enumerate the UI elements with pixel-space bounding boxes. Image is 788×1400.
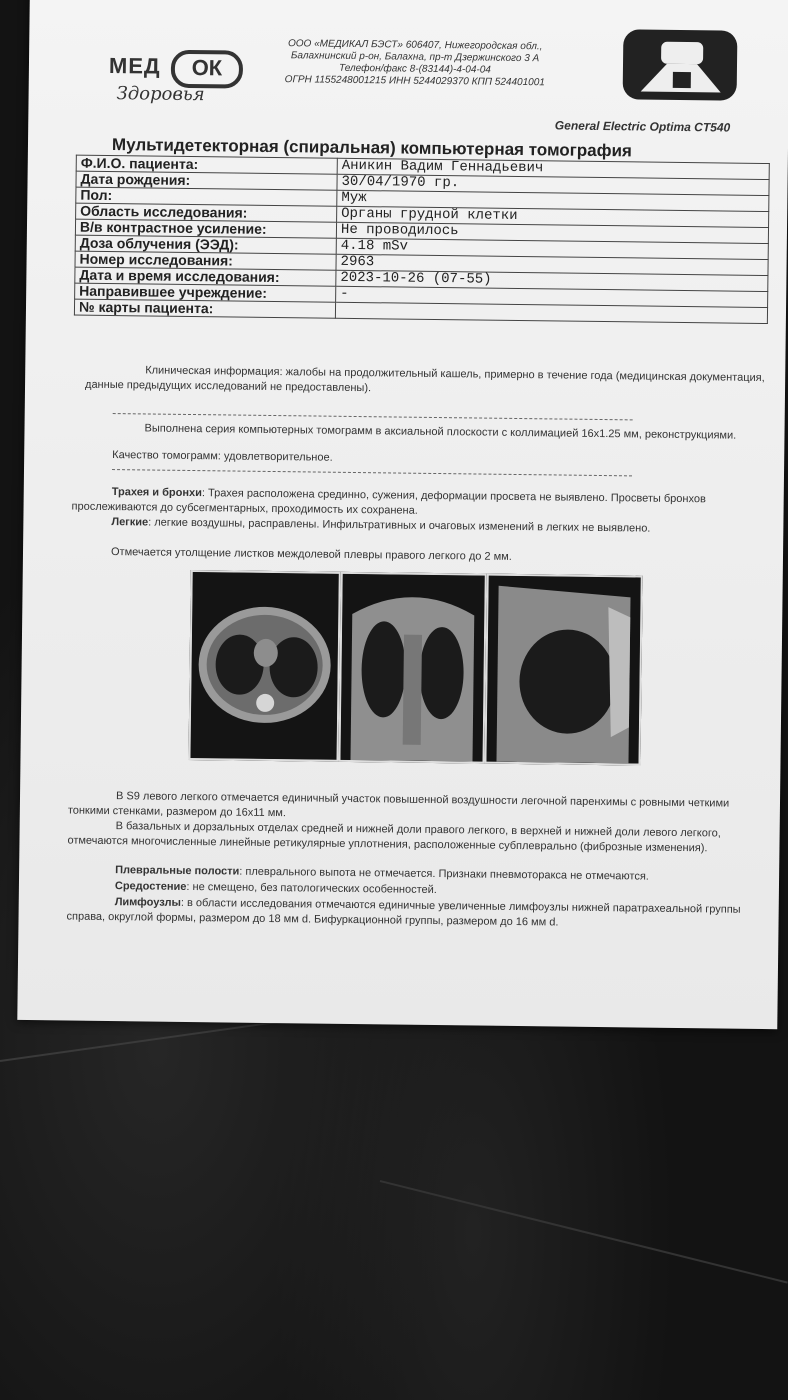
lungs-text: : легкие воздушны, расправлены. Инфильтративных и очаговых изменений в легких не выявлено. — [148, 516, 651, 535]
patient-info-label: Дата и время исследования: — [75, 267, 336, 286]
patient-info-value: 30/04/1970 гр. — [337, 174, 769, 195]
patient-info-value: Аникин Вадим Геннадьевич — [337, 158, 769, 179]
patient-info-label: Направившее учреждение: — [75, 283, 336, 302]
logo-text-med: МЕД — [108, 52, 161, 79]
scanner-model: General Electric Optima CT540 — [554, 118, 731, 135]
pleural-label: Плевральные полости — [115, 864, 240, 878]
basal-paragraph: В базальных и дорзальных отделах средней и нижней доли правого легкого, в верхней и нижней доли левого легкого, отмечаются многочисленные линейные ретикулярные уплотнения, расположенные субплеврально (фиброзные изменения). — [67, 820, 721, 855]
divider — [113, 413, 633, 420]
trachea-label: Трахея и бронхи — [111, 486, 202, 500]
pleural-text: : плеврального выпота не отмечается. Признаки пневмоторакса не отмечаются. — [239, 865, 649, 883]
patient-info-value: - — [336, 286, 768, 307]
ct-coronal-image — [338, 572, 486, 764]
patient-info-label: Пол: — [76, 187, 337, 206]
report-paper — [17, 0, 788, 1029]
patient-info-table — [74, 155, 770, 324]
logo-script: Здоровья — [116, 83, 205, 106]
document-title: Мультидетекторная (спиральная) компьютерная томография — [111, 135, 633, 161]
patient-info-label: Доза облучения (ЭЭД): — [75, 235, 336, 254]
clinic-info-line: ОГРН 1155248001215 ИНН 5244029370 КПП 524401001 — [284, 74, 545, 89]
lymph-label: Лимфоузлы — [114, 896, 182, 909]
patient-info-value: 2023-10-26 (07-55) — [336, 270, 768, 291]
lymph-text: : в области исследования отмечаются единичные увеличенные лимфоузлы нижней паратрахеальной группы справа, округлой формы, размером до 18 мм d. Бифуркационной группы, размером до 16 мм d. — [66, 896, 741, 929]
ct-scanner-icon — [621, 27, 740, 102]
patient-info-value: Органы грудной клетки — [337, 206, 769, 227]
patient-info-label: Ф.И.О. пациента: — [76, 155, 337, 174]
clinic-info-line: ООО «МЕДИКАЛ БЭСТ» 606407, Нижегородская обл., — [287, 38, 543, 53]
patient-info-value: Муж — [337, 190, 769, 211]
clinic-info — [255, 38, 576, 90]
patient-info-label: Номер исследования: — [75, 251, 336, 270]
clinic-info-line: Балахнинский р-он, Балахна, пр-т Дзержинского 3 А — [290, 50, 540, 65]
pleura-thickening-text: Отмечается утолщение листков междолевой плевры правого легкого до 2 мм. — [110, 546, 512, 563]
patient-info-label: Дата рождения: — [76, 171, 337, 190]
lungs-label: Легкие — [111, 516, 149, 529]
logo-text-ok: ОК — [171, 50, 243, 89]
divider — [112, 469, 632, 476]
clinic-info-line: Телефон/факс 8-(83144)-4-04-04 — [338, 62, 491, 76]
patient-info-value: 4.18 mSv — [336, 238, 768, 259]
quality-text: Качество томограмм: удовлетворительное. — [112, 449, 333, 464]
ct-sagittal-image — [484, 574, 642, 766]
ct-axial-image — [188, 570, 340, 762]
patient-info-value: Не проводилось — [336, 222, 768, 243]
patient-info-value: 2963 — [336, 254, 768, 275]
mediastinum-text: : не смещено, без патологических особенностей. — [186, 880, 437, 897]
patient-info-label: Область исследования: — [76, 203, 337, 222]
clinical-info: Клиническая информация: жалобы на продолжительный кашель, примерно в течение года (медицинская документация, данные предыдущих исследований не предоставлены). — [84, 364, 765, 395]
s9-paragraph: В S9 левого легкого отмечается единичный участок повышенной воздушности легочной паренхимы с ровными четкими тонкими стенками, размером до 16x11 мм. — [67, 790, 730, 820]
trachea-text: : Трахея расположена срединно, сужения, деформации просвета не выявлено. Просветы бронхов прослеживаются до субсегментарных, проходимость их сохранена. — [71, 487, 706, 517]
patient-info-label: В/в контрастное усиление: — [75, 219, 336, 238]
mediastinum-label: Средостение — [114, 880, 187, 893]
clinic-logo — [108, 49, 249, 111]
patient-info-label: № карты пациента: — [74, 299, 335, 318]
method-text: Выполнена серия компьютерных томограмм в аксиальной плоскости с коллимацией 16x1.25 мм, реконструкциями. — [144, 422, 737, 442]
ct-scan-images — [188, 570, 642, 766]
